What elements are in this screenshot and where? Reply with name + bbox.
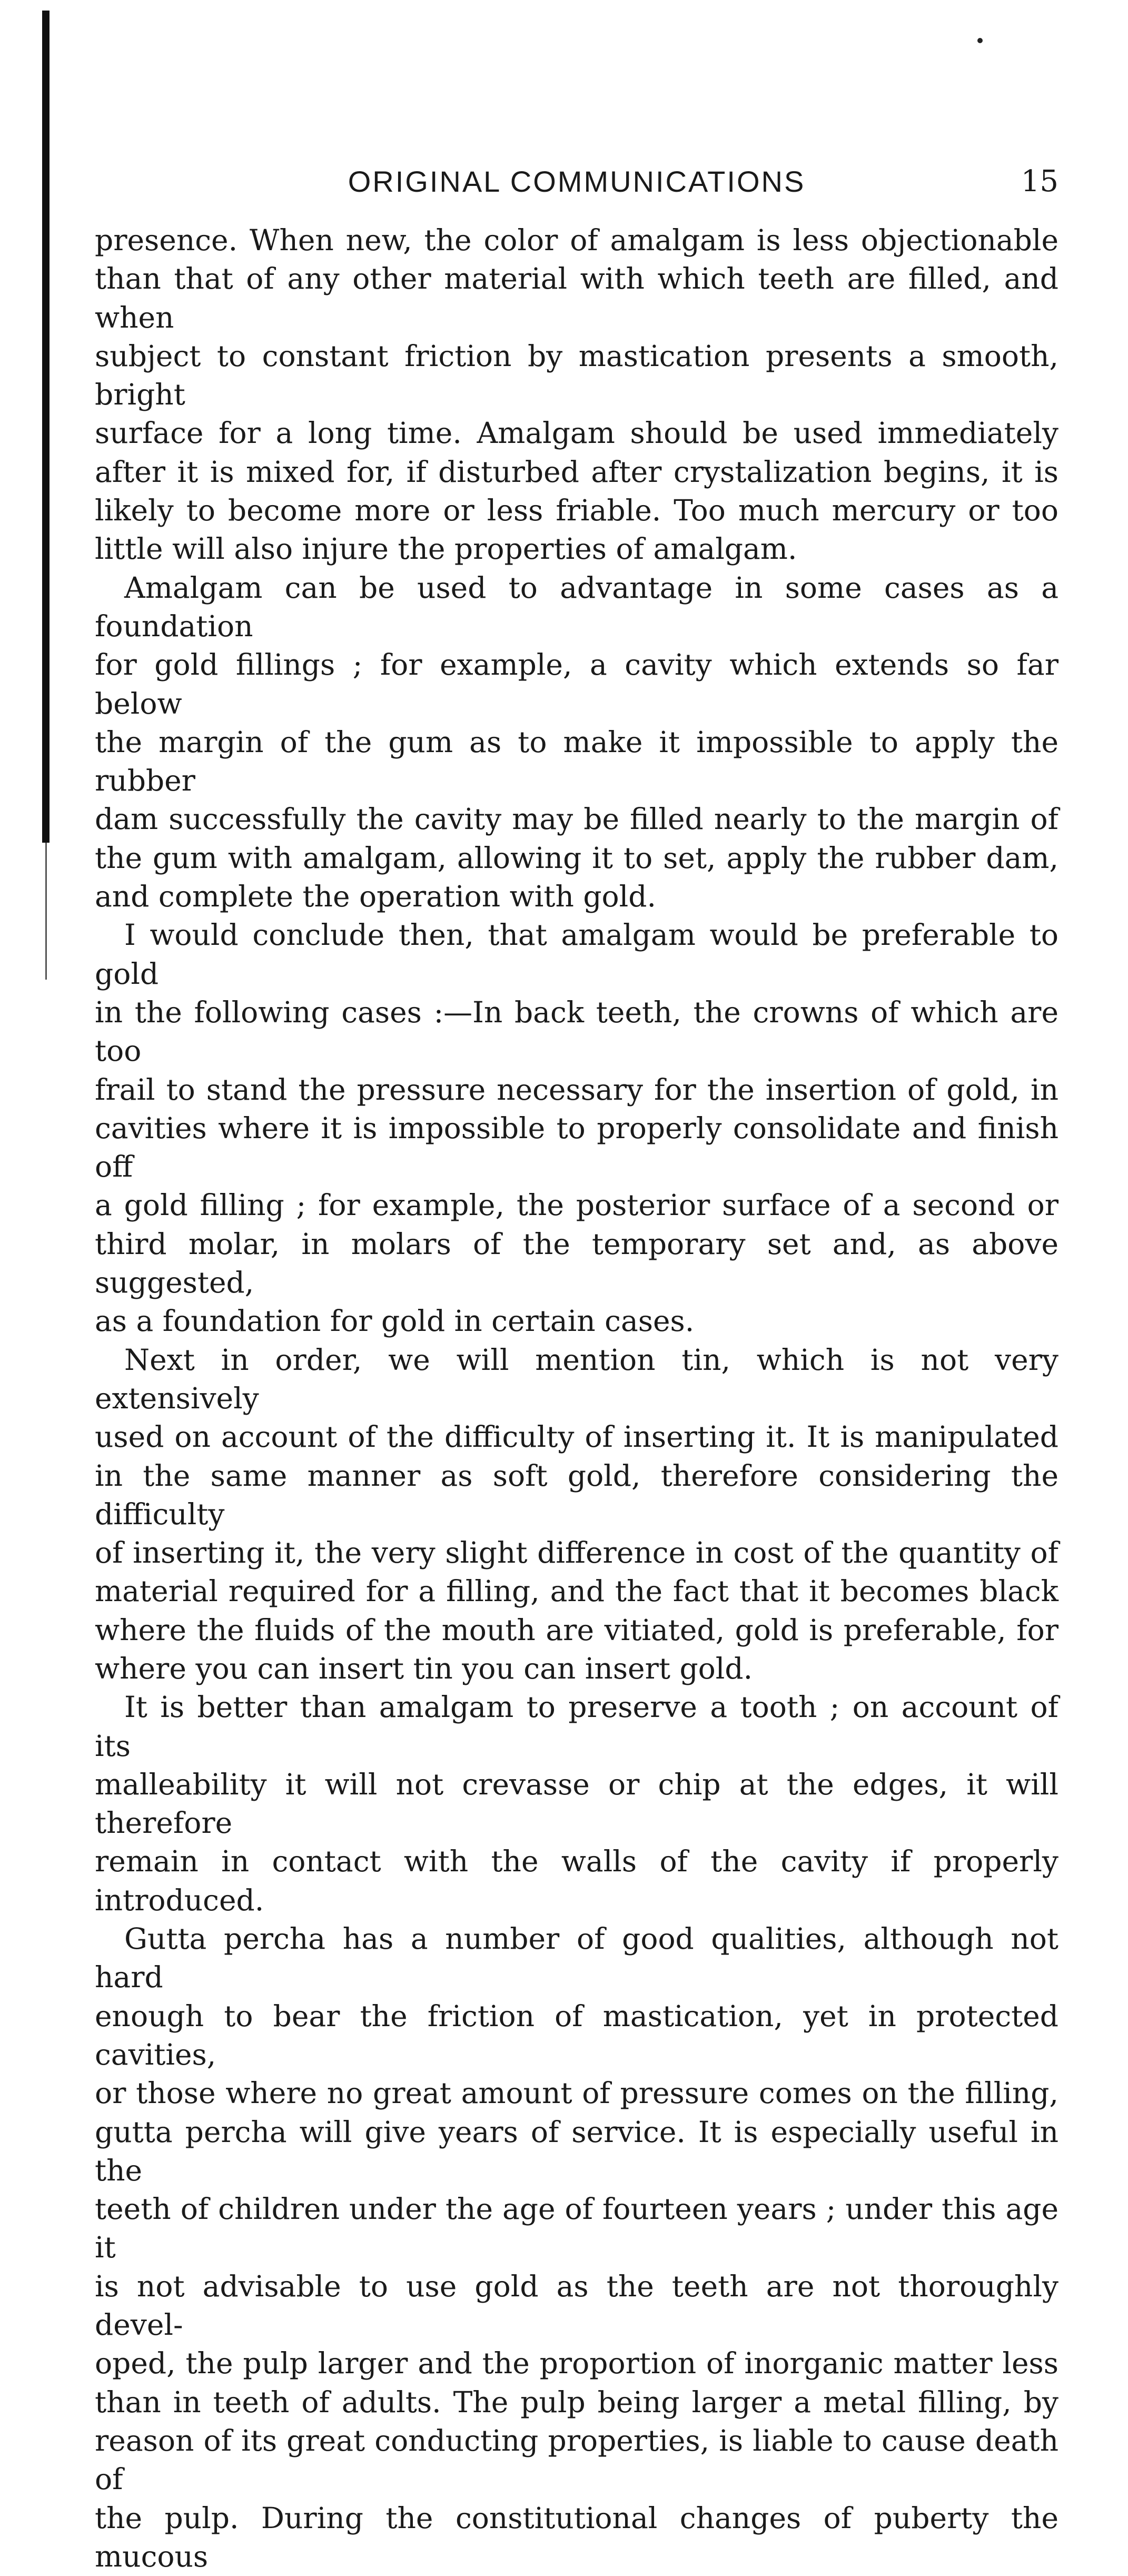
- text-line: Gutta percha has a number of good qualities, although not hard: [95, 1922, 1058, 1995]
- text-line: remain in contact with the walls of the cavity if properly introduced.: [95, 1844, 1058, 1917]
- text-line: of inserting it, the very slight difference in cost of the quantity of: [95, 1536, 1058, 1570]
- text-line: I would conclude then, that amalgam would be preferable to gold: [95, 918, 1058, 991]
- text-line: is not advisable to use gold as the teeth are not thoroughly devel-: [95, 2269, 1058, 2342]
- running-head: [95, 158, 1058, 205]
- text-line: frail to stand the pressure necessary for the insertion of gold, in: [95, 1072, 1058, 1107]
- text-line: in the following cases :—In back teeth, the crowns of which are too: [95, 995, 1058, 1068]
- text-line: presence. When new, the color of amalgam is less objectionable: [95, 223, 1058, 257]
- text-line: malleability it will not crevasse or chip at the edges, it will therefore: [95, 1767, 1058, 1840]
- text-line: gutta percha will give years of service. It is especially useful in the: [95, 2115, 1058, 2187]
- page-number: 15: [1021, 164, 1058, 199]
- text-line: oped, the pulp larger and the proportion of inorganic matter less: [95, 2346, 1058, 2381]
- binding-rule-lower: [45, 843, 47, 980]
- text-line: dam successfully the cavity may be filled nearly to the margin of: [95, 802, 1058, 836]
- text-line: Amalgam can be used to advantage in some cases as a foundation: [95, 570, 1058, 643]
- text-line: the margin of the gum as to make it impossible to apply the rubber: [95, 725, 1058, 798]
- page: [95, 158, 1058, 2576]
- text-line: subject to constant friction by mastication presents a smooth, bright: [95, 339, 1058, 412]
- text-line: the pulp. During the constitutional changes of puberty the mucous: [95, 2501, 1058, 2573]
- binding-rule: [42, 11, 50, 843]
- text-line: likely to become more or less friable. Too much mercury or too: [95, 494, 1058, 528]
- ink-speck: [977, 38, 983, 43]
- text-line: teeth of children under the age of fourteen years ; under this age it: [95, 2192, 1058, 2265]
- text-line: after it is mixed for, if disturbed after crystalization begins, it is: [95, 455, 1058, 489]
- text-line: for gold fillings ; for example, a cavity which extends so far below: [95, 648, 1058, 721]
- text-line: cavities where it is impossible to properly consolidate and finish off: [95, 1111, 1058, 1184]
- text-line: enough to bear the friction of mastication, yet in protected cavities,: [95, 1999, 1058, 2071]
- text-line: in the same manner as soft gold, therefore considering the difficulty: [95, 1458, 1058, 1531]
- running-title: ORIGINAL COMMUNICATIONS: [348, 165, 806, 198]
- text-line: than that of any other material with which teeth are filled, and when: [95, 262, 1058, 334]
- text-line: It is better than amalgam to preserve a tooth ; on account of its: [95, 1690, 1058, 1763]
- text-line: the gum with amalgam, allowing it to set, apply the rubber dam,: [95, 841, 1058, 875]
- text-line: and complete the operation with gold.: [95, 880, 656, 914]
- text-line: surface for a long time. Amalgam should be used immediately: [95, 416, 1058, 450]
- text-line: where you can insert tin you can insert gold.: [95, 1651, 753, 1685]
- text-line: material required for a filling, and the fact that it becomes black: [95, 1574, 1058, 1608]
- text-line: or those where no great amount of pressure comes on the filling,: [95, 2076, 1058, 2110]
- text-line: a gold filling ; for example, the posterior surface of a second or: [95, 1188, 1058, 1222]
- text-line: where the fluids of the mouth are vitiated, gold is preferable, for: [95, 1613, 1058, 1647]
- body-text: [95, 221, 1058, 2576]
- text-line: as a foundation for gold in certain cases.: [95, 1304, 695, 1338]
- text-line: third molar, in molars of the temporary set and, as above suggested,: [95, 1227, 1058, 1300]
- text-line: used on account of the difficulty of inserting it. It is manipulated: [95, 1420, 1058, 1454]
- text-line: Next in order, we will mention tin, which is not very extensively: [95, 1343, 1058, 1415]
- text-line: little will also injure the properties of amalgam.: [95, 532, 797, 566]
- text-line: reason of its great conducting properties, is liable to cause death of: [95, 2423, 1058, 2496]
- text-line: than in teeth of adults. The pulp being larger a metal filling, by: [95, 2385, 1058, 2419]
